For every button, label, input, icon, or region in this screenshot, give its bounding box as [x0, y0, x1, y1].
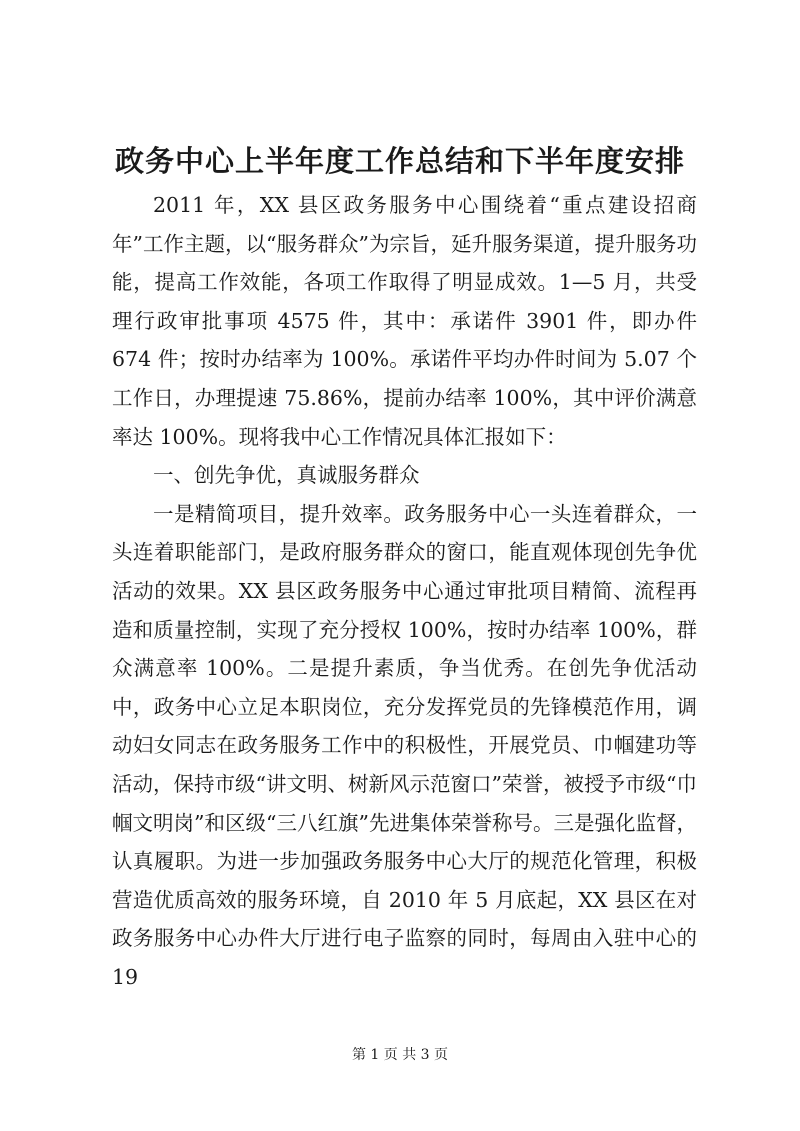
- page-number-footer: 第 1 页 共 3 页: [351, 1047, 449, 1063]
- document-title: 政务中心上半年度工作总结和下半年度安排: [114, 144, 685, 178]
- paragraph-intro: 2011 年，XX 县区政务服务中心围绕着“重点建设招商年”工作主题，以“服务群众”为宗旨，延升服务渠道，提升服务功能，提高工作效能，各项工作取得了明显成效。1—5 月，共受理行政审批事项 4575 件，其中：承诺件 3901 件，即办件 674 件；按时办结率为 100%。承诺件平均办件时间为 5.07 个工作日，办理提速 75.86%，提前办结率 100%，其中评价满意率达 100%。现将我中心工作情况具体汇报如下：: [112, 193, 697, 449]
- paragraph-section-1: 一是精简项目，提升效率。政务服务中心一头连着群众，一头连着职能部门，是政府服务群众的窗口，能直观体现创先争优活动的效果。XX 县区政务服务中心通过审批项目精简、流程再造和质量控制，实现了充分授权 100%，按时办结率 100%，群众满意率 100%。二是提升素质，争当优秀。在创先争优活动中，政务中心立足本职岗位，充分发挥党员的先锋模范作用，调动妇女同志在政务服务工作中的积极性，开展党员、巾帼建功等活动，保持市级“讲文明、树新风示范窗口”荣誉，被授予市级“巾帼文明岗”和区级“三八红旗”先进集体荣誉称号。三是强化监督，认真履职。为进一步加强政务服务中心大厅的规范化管理，积极营造优质高效的服务环境，自 2010 年 5 月底起，XX 县区在对政务服务中心办件大厅进行电子监察的同时，每周由入驻中心的19: [112, 501, 697, 989]
- document-body: [112, 186, 697, 996]
- section-heading-1: 一、创先争优，真诚服务群众: [153, 463, 420, 488]
